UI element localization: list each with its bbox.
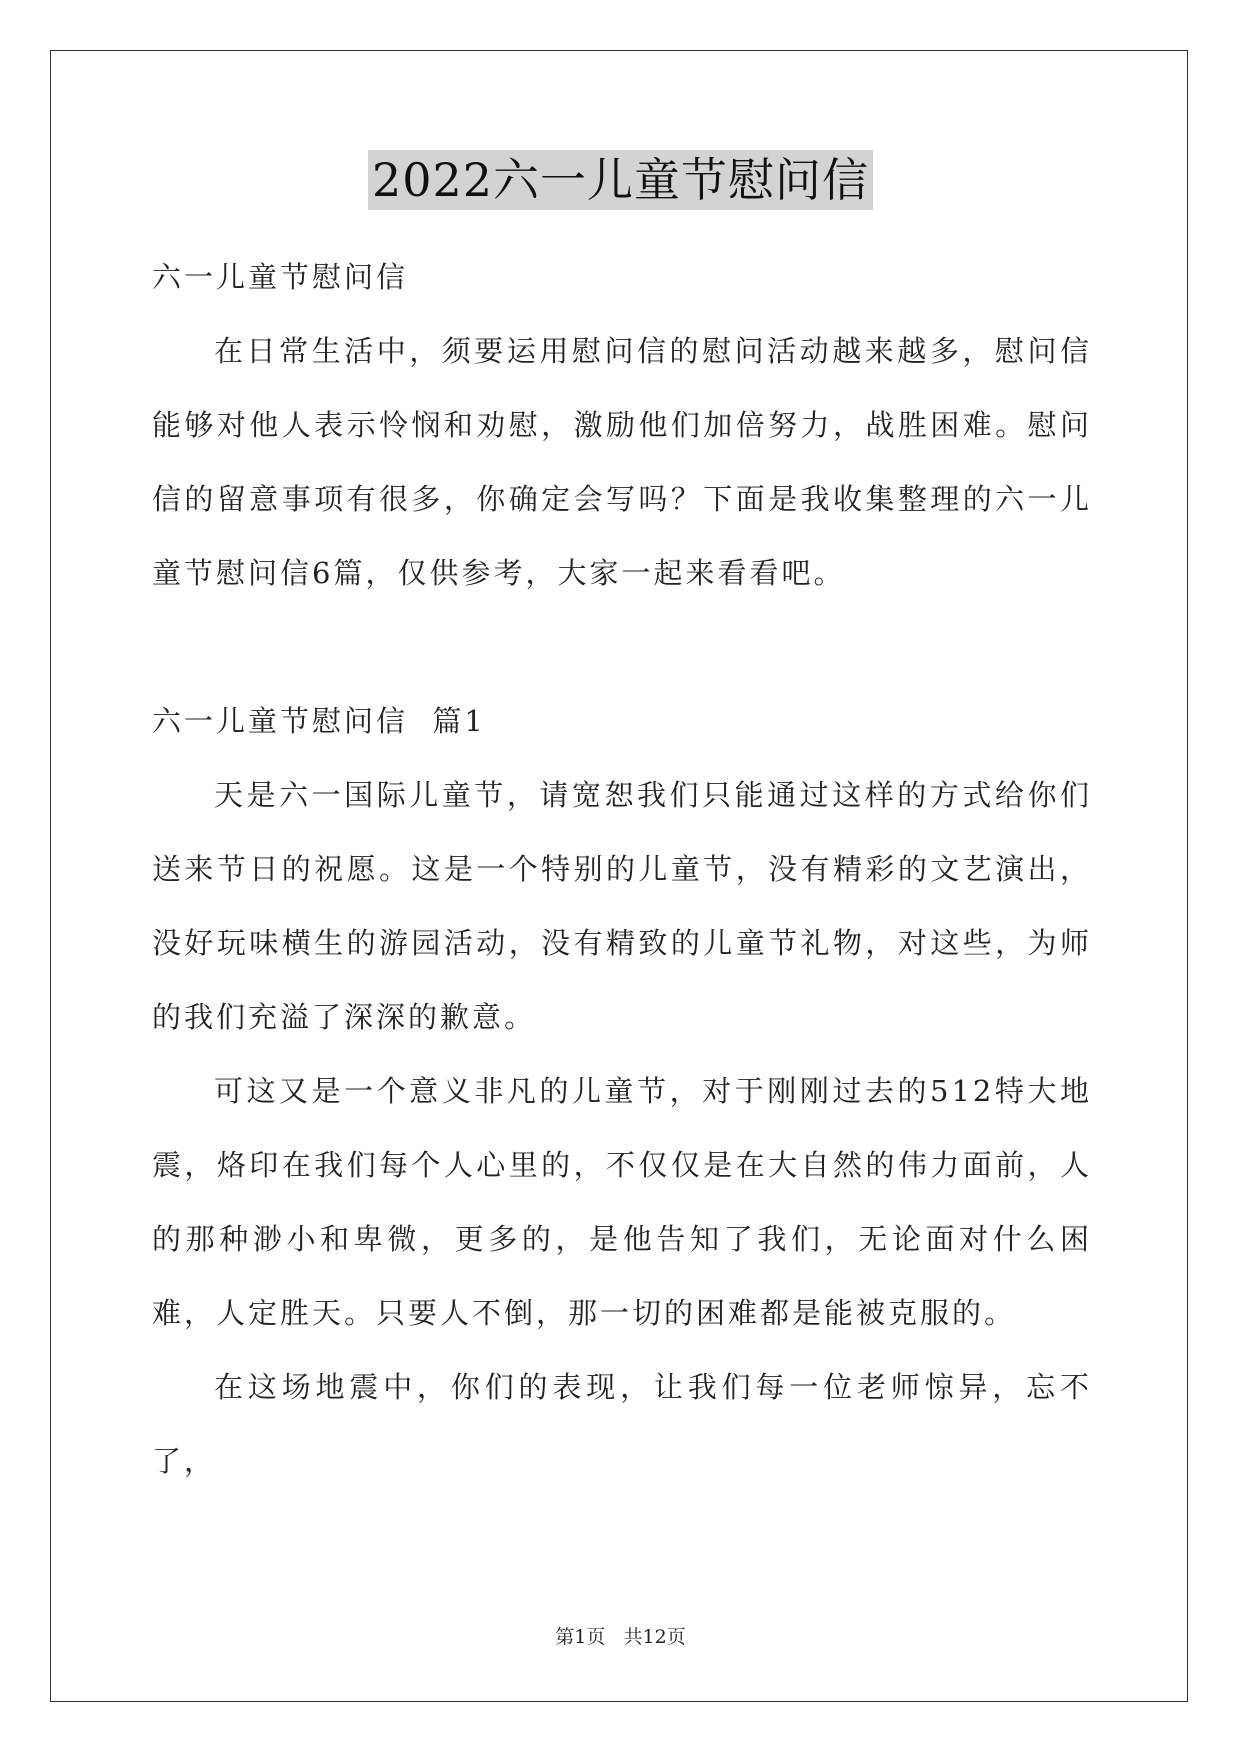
document-subtitle: 六一儿童节慰问信 <box>152 260 409 294</box>
document-body <box>152 240 1092 1498</box>
title-wrap <box>0 150 1241 210</box>
intro-paragraph: 在日常生活中，须要运用慰问信的慰问活动越来越多，慰问信能够对他人表示怜悯和劝慰，激励他们加倍努力，战胜困难。慰问信的留意事项有很多，你确定会写吗？下面是我收集整理的六一儿童节慰问信6篇，仅供参考，大家一起来看看吧。 <box>152 334 1092 590</box>
body-paragraph-1: 天是六一国际儿童节，请宽恕我们只能通过这样的方式给你们送来节日的祝愿。这是一个特别的儿童节，没有精彩的文艺演出，没好玩味横生的游园活动，没有精致的儿童节礼物，对这些，为师的我们充溢了深深的歉意。 <box>152 778 1092 1034</box>
body-paragraph-3: 在这场地震中，你们的表现，让我们每一位老师惊异，忘不了， <box>152 1370 1092 1478</box>
page-footer <box>0 1622 1241 1649</box>
document-title: 2022六一儿童节慰问信 <box>368 150 873 210</box>
page-number: 第1页 <box>555 1626 606 1648</box>
section-heading: 六一儿童节慰问信 篇1 <box>152 704 486 738</box>
section-gap <box>152 610 1092 684</box>
body-paragraph-2: 可这又是一个意义非凡的儿童节，对于刚刚过去的512特大地震，烙印在我们每个人心里的，不仅仅是在大自然的伟力面前，人的那种渺小和卑微，更多的，是他告知了我们，无论面对什么困难，人定胜天。只要人不倒，那一切的困难都是能被克服的。 <box>152 1074 1092 1330</box>
page-total: 共12页 <box>623 1626 686 1648</box>
